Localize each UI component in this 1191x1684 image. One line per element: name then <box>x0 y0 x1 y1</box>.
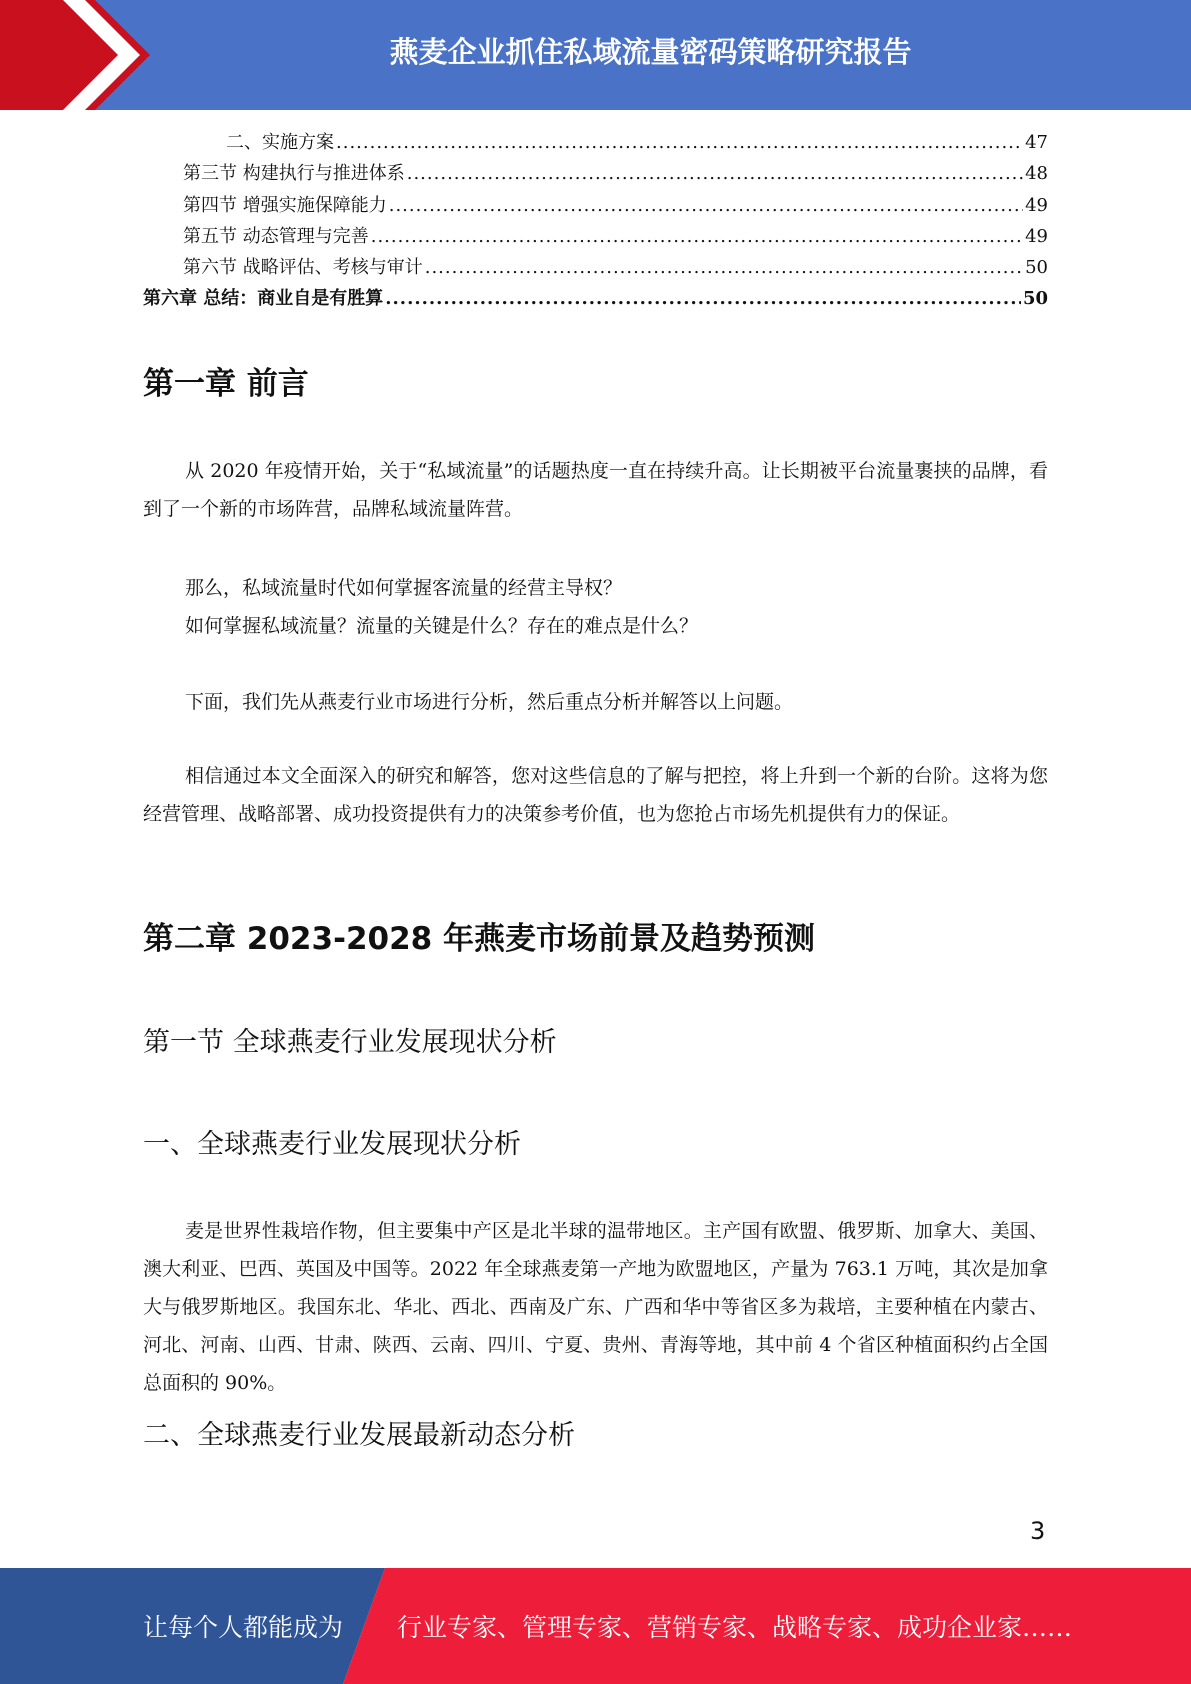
toc-entry-page: 47 <box>1025 132 1048 153</box>
chapter-title: 第二章 2023-2028 年燕麦市场前景及趋势预测 <box>143 921 816 957</box>
toc-entry[interactable] <box>143 222 1048 253</box>
footer-slogan-right: 行业专家、管理专家、营销专家、战略专家、成功企业家…… <box>397 1613 1073 1642</box>
page-number: 3 <box>1030 1517 1046 1545</box>
toc-leader-dots <box>385 288 1021 309</box>
toc-entry-label: 二、实施方案 <box>226 132 334 153</box>
chapter-title: 第一章 前言 <box>143 366 309 402</box>
toc-entry-label: 第三节 构建执行与推进体系 <box>183 163 405 185</box>
section-title: 第一节 全球燕麦行业发展现状分析 <box>143 1027 557 1058</box>
toc-entry-page: 49 <box>1025 194 1048 216</box>
paragraph: 麦是世界性栽培作物，但主要集中产区是北半球的温带地区。主产国有欧盟、俄罗斯、加拿大、美国、澳大利亚、巴西、英国及中国等。2022 年全球燕麦第一产地为欧盟地区，产量为 763.1 万吨，其次是加拿大与俄罗斯地区。我国东北、华北、西北、西南及广东、广西和华中等省区多为栽培，主要种植在内蒙古、河北、河南、山西、甘肃、陕西、云南、四川、宁夏、贵州、青海等地，其中前 4 个省区种植面积约占全国总面积的 90%。 <box>143 1220 1048 1394</box>
toc-entry[interactable] <box>143 253 1048 284</box>
toc-entry-page: 50 <box>1022 288 1048 310</box>
toc-leader-dots <box>407 163 1023 184</box>
paragraph: 如何掌握私域流量？流量的关键是什么？存在的难点是什么？ <box>185 615 699 637</box>
toc-entry[interactable] <box>143 191 1048 222</box>
toc-entry-page: 49 <box>1025 225 1048 247</box>
toc-entry-label: 第五节 动态管理与完善 <box>183 225 369 247</box>
header-red-chevron <box>0 0 150 110</box>
paragraph: 相信通过本文全面深入的研究和解答，您对这些信息的了解与把控，将上升到一个新的台阶。这将为您经营管理、战略部署、成功投资提供有力的决策参考价值，也为您抢占市场先机提供有力的保证。 <box>143 765 1048 825</box>
footer-slogan-left: 让每个人都能成为 <box>143 1613 344 1642</box>
toc-entry-page: 50 <box>1025 257 1048 279</box>
toc-leader-dots <box>389 195 1023 216</box>
toc-entry-chapter[interactable] <box>143 284 1048 315</box>
paragraph: 从 2020 年疫情开始，关于“私域流量”的话题热度一直在持续升高。让长期被平台流量裹挟的品牌，看到了一个新的市场阵营，品牌私域流量阵营。 <box>143 460 1048 520</box>
paragraph: 那么，私域流量时代如何掌握客流量的经营主导权？ <box>185 577 623 599</box>
toc-entry-label: 第四节 增强实施保障能力 <box>183 194 387 216</box>
toc-leader-dots <box>425 257 1023 278</box>
toc-leader-dots <box>336 132 1023 153</box>
subsection-title: 一、全球燕麦行业发展现状分析 <box>143 1129 521 1160</box>
page-footer <box>0 1568 1191 1684</box>
toc-entry-label: 第六节 战略评估、考核与审计 <box>183 257 423 279</box>
toc-entry-label: 第六章 总结：商业自是有胜算 <box>143 288 384 310</box>
toc-entry[interactable] <box>143 159 1048 190</box>
toc-leader-dots <box>371 226 1023 247</box>
paragraph: 下面，我们先从燕麦行业市场进行分析，然后重点分析并解答以上问题。 <box>185 691 794 713</box>
subsection-title: 二、全球燕麦行业发展最新动态分析 <box>143 1420 575 1451</box>
page-header <box>0 0 1191 110</box>
header-title: 燕麦企业抓住私域流量密码策略研究报告 <box>389 34 912 69</box>
toc-entry-page: 48 <box>1025 163 1048 185</box>
table-of-contents <box>143 128 1048 316</box>
toc-entry[interactable] <box>143 128 1048 159</box>
